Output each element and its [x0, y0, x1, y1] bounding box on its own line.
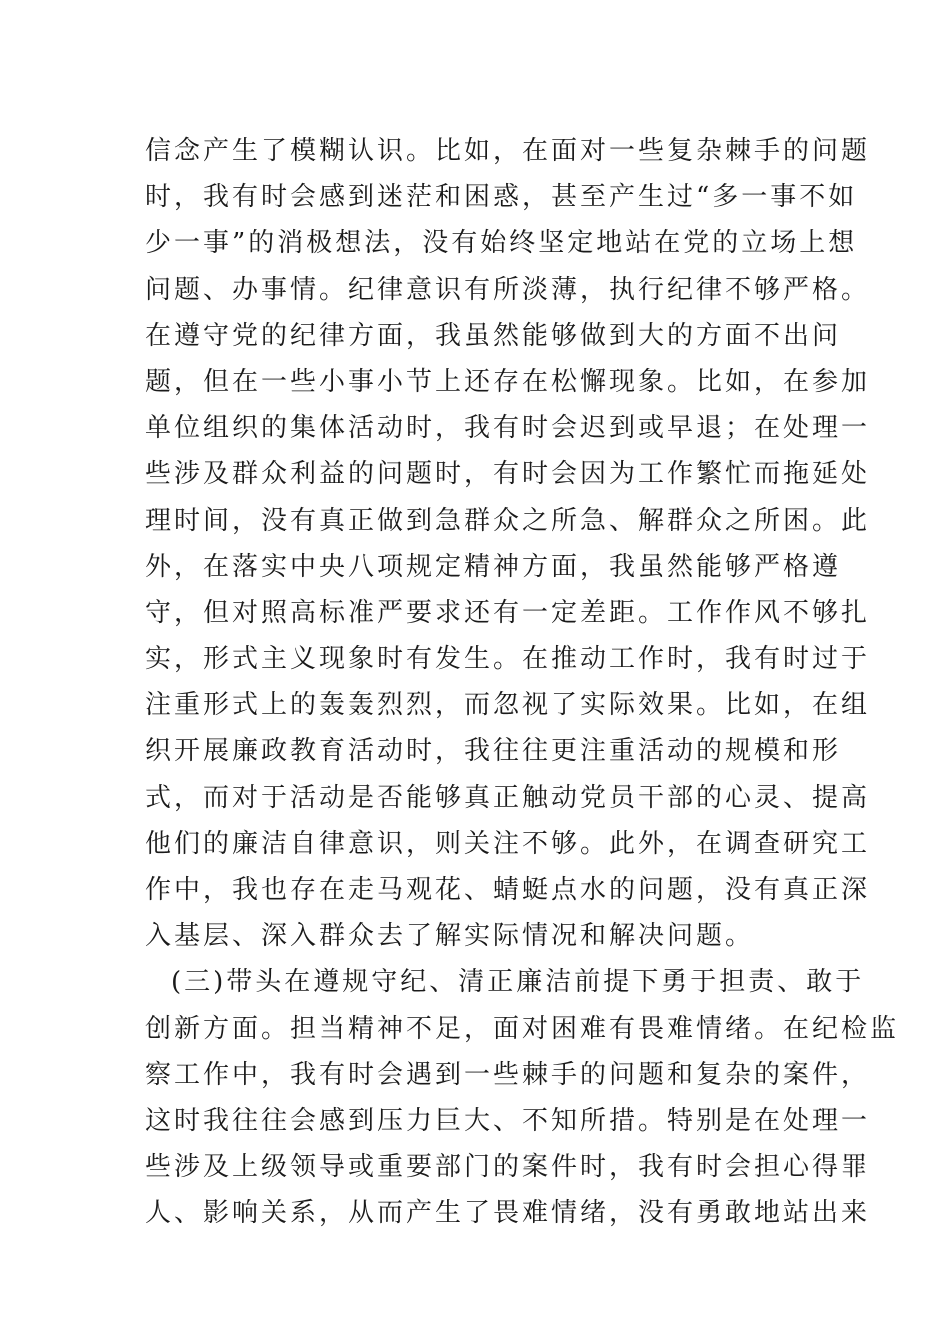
text-line: 入基层、深入群众去了解实际情况和解决问题。: [145, 921, 755, 952]
text-line: 守，但对照高标准严要求还有一定差距。工作作风不够扎: [145, 597, 871, 628]
text-line: 人、影响关系，从而产生了畏难情绪，没有勇敢地站出来: [145, 1198, 871, 1229]
text-line: 察工作中，我有时会遇到一些棘手的问题和复杂的案件，: [145, 1059, 871, 1090]
text-line: 少一事”的消极想法，没有始终坚定地站在党的立场上想: [145, 228, 858, 259]
text-line: 外，在落实中央八项规定精神方面，我虽然能够严格遵: [145, 551, 842, 582]
text-line: 时，我有时会感到迷茫和困惑，甚至产生过“多一事不如: [145, 182, 858, 213]
text-line: 些涉及上级领导或重要部门的案件时，我有时会担心得罪: [145, 1152, 871, 1183]
text-line: 作中，我也存在走马观花、蜻蜓点水的问题，没有真正深: [145, 875, 871, 905]
text-line: 些涉及群众利益的问题时，有时会因为工作繁忙而拖延处: [145, 459, 871, 490]
text-line: 问题、办事情。纪律意识有所淡薄，执行纪律不够严格。: [145, 274, 871, 305]
text-line: 题，但在一些小事小节上还存在松懈现象。比如，在参加: [145, 366, 871, 397]
text-line: 创新方面。担当精神不足，面对困难有畏难情绪。在纪检监: [145, 1013, 900, 1044]
text-line: 注重形式上的轰轰烈烈，而忽视了实际效果。比如，在组: [145, 690, 871, 721]
text-line: 他们的廉洁自律意识，则关注不够。此外，在调查研究工: [145, 828, 871, 859]
text-line: 理时间，没有真正做到急群众之所急、解群众之所困。此: [145, 505, 871, 536]
body-text: [145, 128, 900, 1237]
text-line: 单位组织的集体活动时，我有时会迟到或早退；在处理一: [145, 413, 871, 444]
text-line: 在遵守党的纪律方面，我虽然能够做到大的方面不出问: [145, 320, 842, 351]
text-line: 这时我往往会感到压力巨大、不知所措。特别是在处理一: [145, 1105, 871, 1136]
text-line: 式，而对于活动是否能够真正触动党员干部的心灵、提高: [145, 782, 871, 813]
section-heading-line: (三)带头在遵规守纪、清正廉洁前提下勇于担责、敢于: [171, 967, 865, 998]
text-line: 织开展廉政教育活动时，我往往更注重活动的规模和形: [145, 736, 842, 767]
text-line: 实，形式主义现象时有发生。在推动工作时，我有时过于: [145, 644, 871, 675]
text-line: 信念产生了模糊认识。比如，在面对一些复杂棘手的问题: [145, 136, 871, 166]
